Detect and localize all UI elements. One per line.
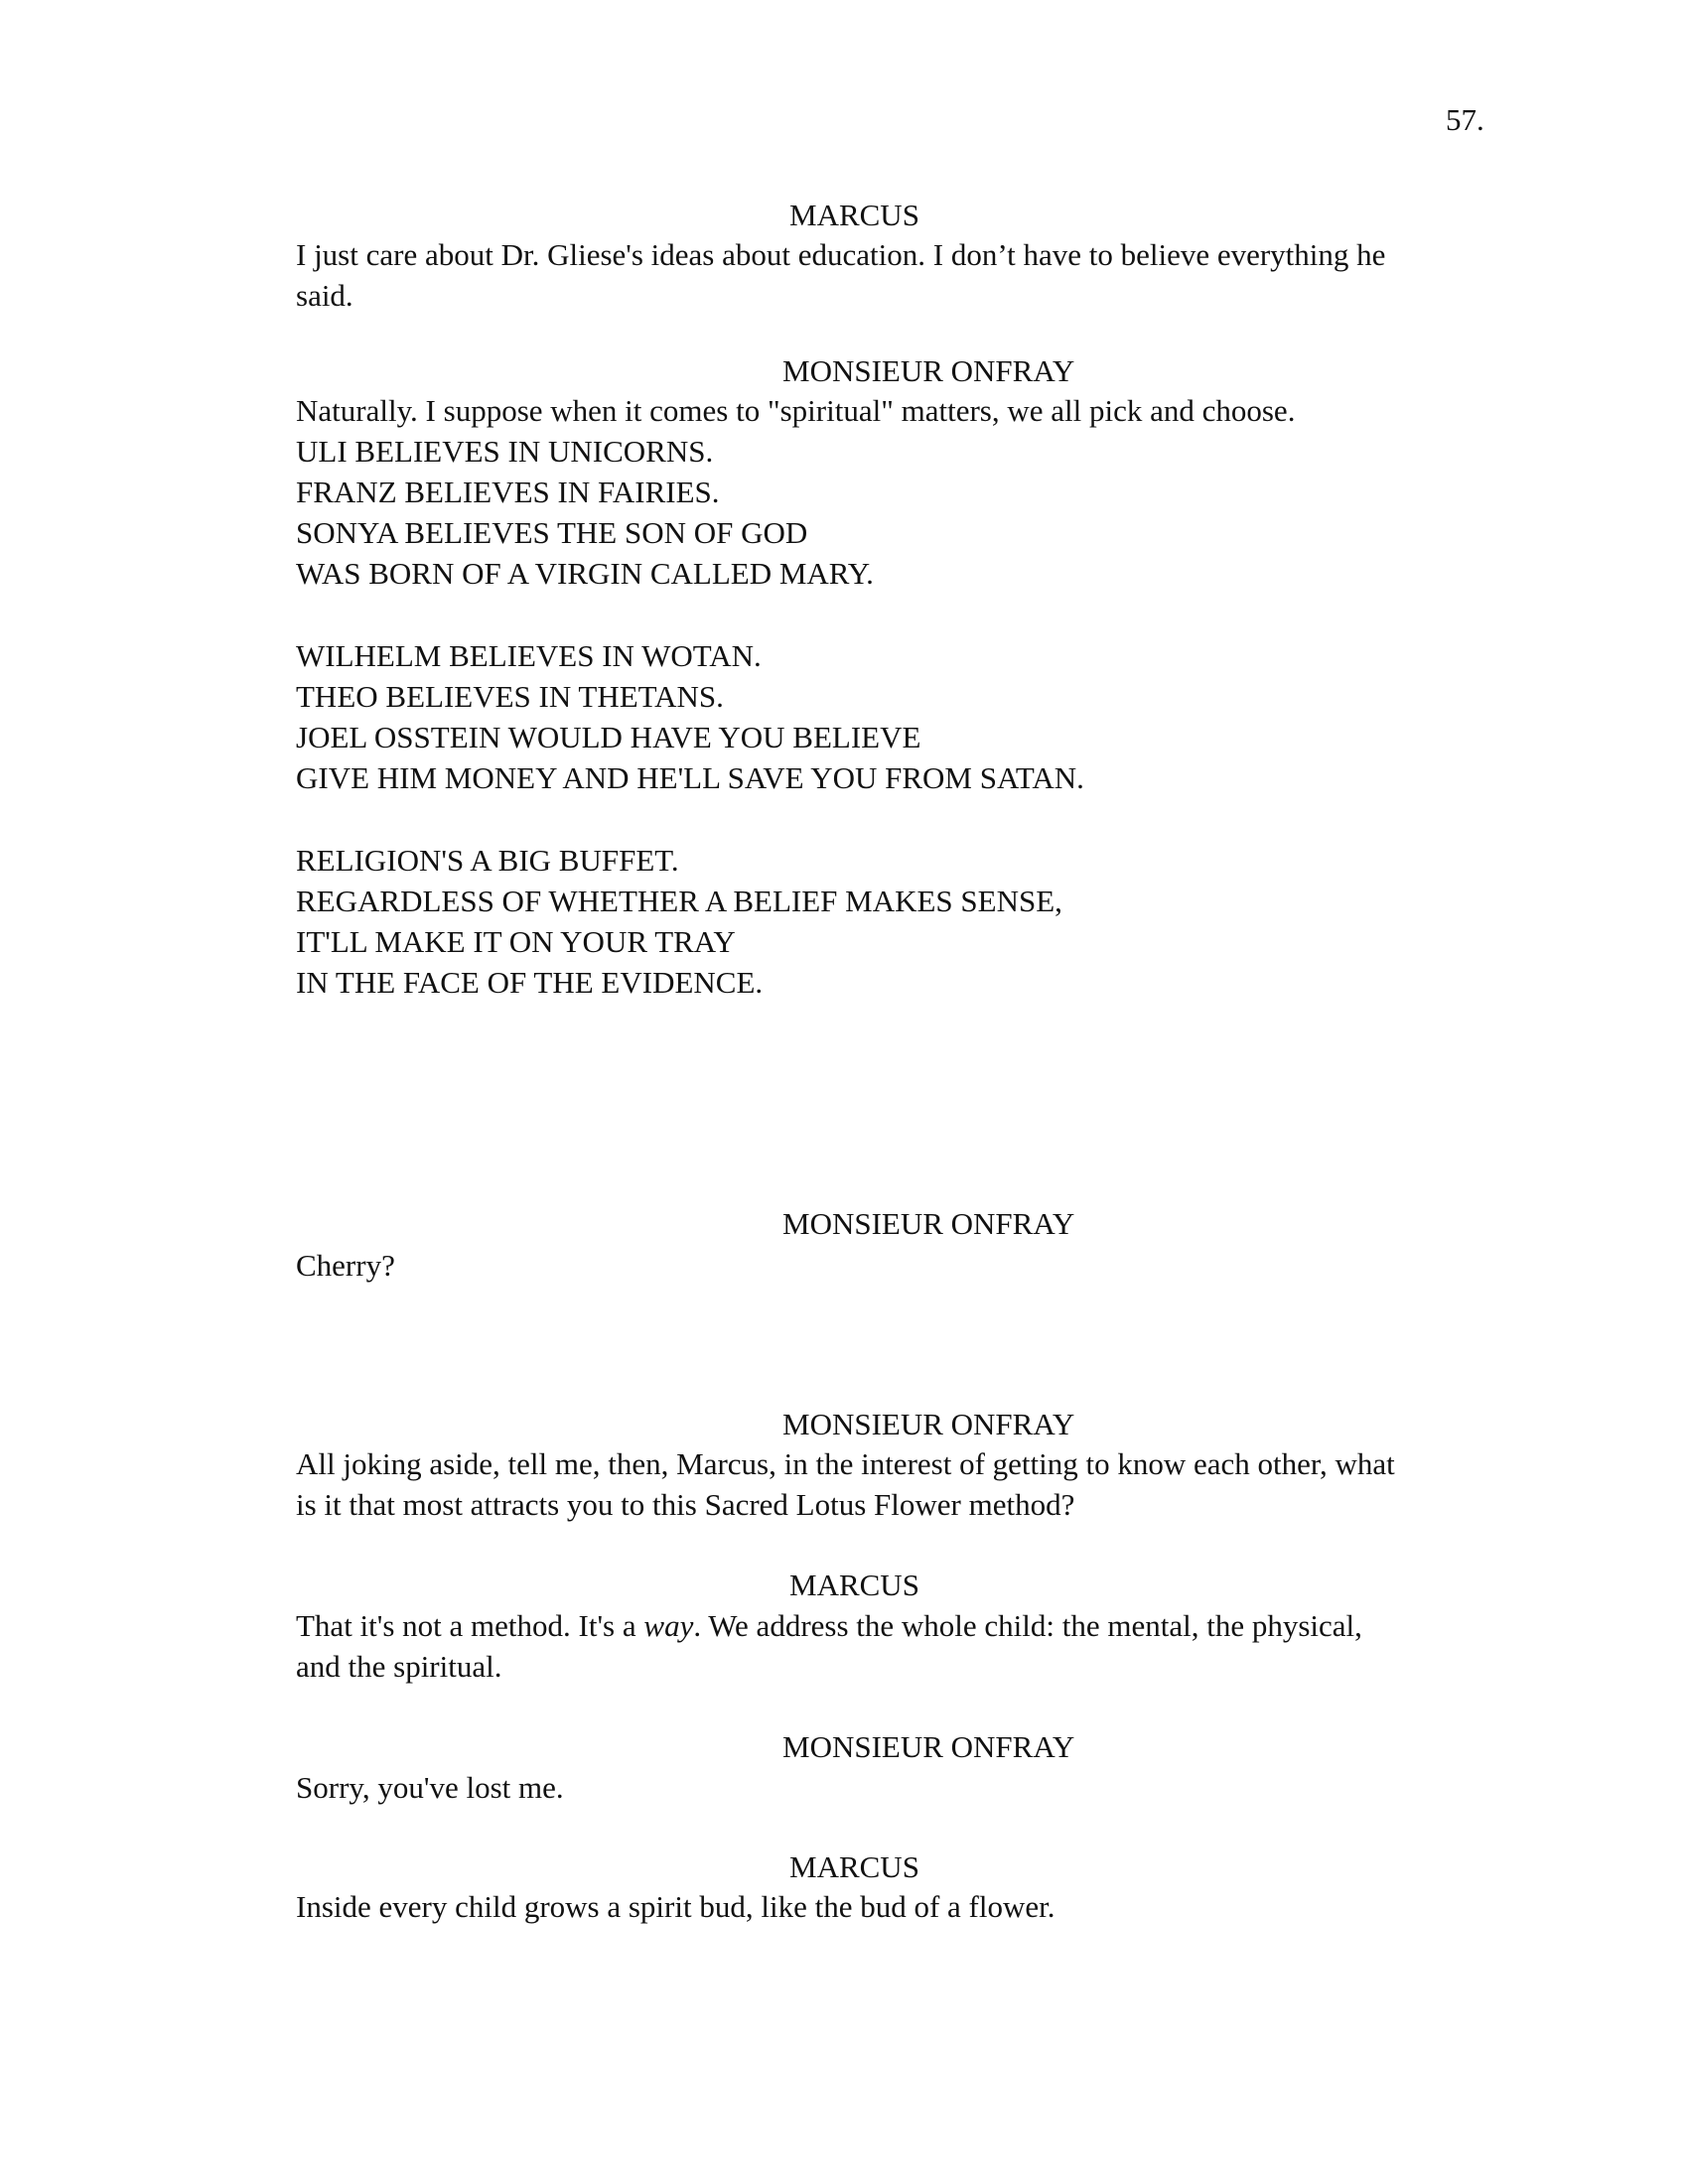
dialogue-line: Cherry? [296, 1248, 395, 1283]
dialogue [296, 390, 1295, 594]
lyric-line: FRANZ BELIEVES IN FAIRIES. [296, 475, 720, 509]
dialogue-text: That it's not a method. It's a [296, 1608, 644, 1643]
dialogue-line: is it that most attracts you to this Sacred Lotus Flower method? [296, 1487, 1075, 1522]
lyric-line: WILHELM BELIEVES IN WOTAN. [296, 638, 762, 673]
lyric-line: RELIGION'S A BIG BUFFET. [296, 843, 679, 878]
lyric-line: ULI BELIEVES IN UNICORNS. [296, 434, 714, 469]
lyric-stanza [296, 635, 1084, 798]
lyric-line: JOEL OSSTEIN WOULD HAVE YOU BELIEVE [296, 720, 921, 754]
lyric-line: GIVE HIM MONEY AND HE'LL SAVE YOU FROM SATAN. [296, 760, 1084, 795]
lyric-line: IN THE FACE OF THE EVIDENCE. [296, 965, 764, 1000]
character-name: MONSIEUR ONFRAY [782, 1729, 1075, 1764]
dialogue-line: and the spiritual. [296, 1649, 502, 1684]
lyric-line: THEO BELIEVES IN THETANS. [296, 679, 724, 714]
lyric-line: REGARDLESS OF WHETHER A BELIEF MAKES SENSE, [296, 884, 1062, 918]
dialogue [296, 1605, 1362, 1687]
lyric-stanza [296, 840, 1062, 1003]
character-name: MONSIEUR ONFRAY [782, 1407, 1075, 1441]
lyric-line: SONYA BELIEVES THE SON OF GOD [296, 515, 808, 550]
dialogue [296, 1886, 1055, 1927]
lyric-line: WAS BORN OF A VIRGIN CALLED MARY. [296, 556, 874, 591]
dialogue-line: I just care about Dr. Gliese's ideas about education. I don’t have to believe everything he [296, 237, 1386, 272]
character-name: MONSIEUR ONFRAY [782, 1206, 1075, 1241]
character-name: MARCUS [789, 1568, 919, 1602]
dialogue [296, 1245, 395, 1286]
dialogue-line: Inside every child grows a spirit bud, like the bud of a flower. [296, 1889, 1055, 1924]
dialogue-line: All joking aside, tell me, then, Marcus, in the interest of getting to know each other, what [296, 1446, 1395, 1481]
dialogue [296, 1443, 1395, 1525]
character-name: MONSIEUR ONFRAY [782, 353, 1075, 388]
dialogue-line: Sorry, you've lost me. [296, 1770, 564, 1805]
lyric-line: IT'LL MAKE IT ON YOUR TRAY [296, 924, 736, 959]
character-name: MARCUS [789, 1849, 919, 1884]
character-name: MARCUS [789, 198, 919, 232]
page-number: 57. [1446, 102, 1484, 137]
dialogue [296, 1767, 564, 1808]
dialogue-line [296, 1605, 1362, 1646]
dialogue-emphasis: way [643, 1608, 694, 1643]
dialogue [296, 234, 1385, 316]
dialogue-line: said. [296, 278, 353, 313]
dialogue-text: . We address the whole child: the mental, the physical, [693, 1608, 1362, 1643]
dialogue-line: Naturally. I suppose when it comes to "spiritual" matters, we all pick and choose. [296, 393, 1296, 428]
